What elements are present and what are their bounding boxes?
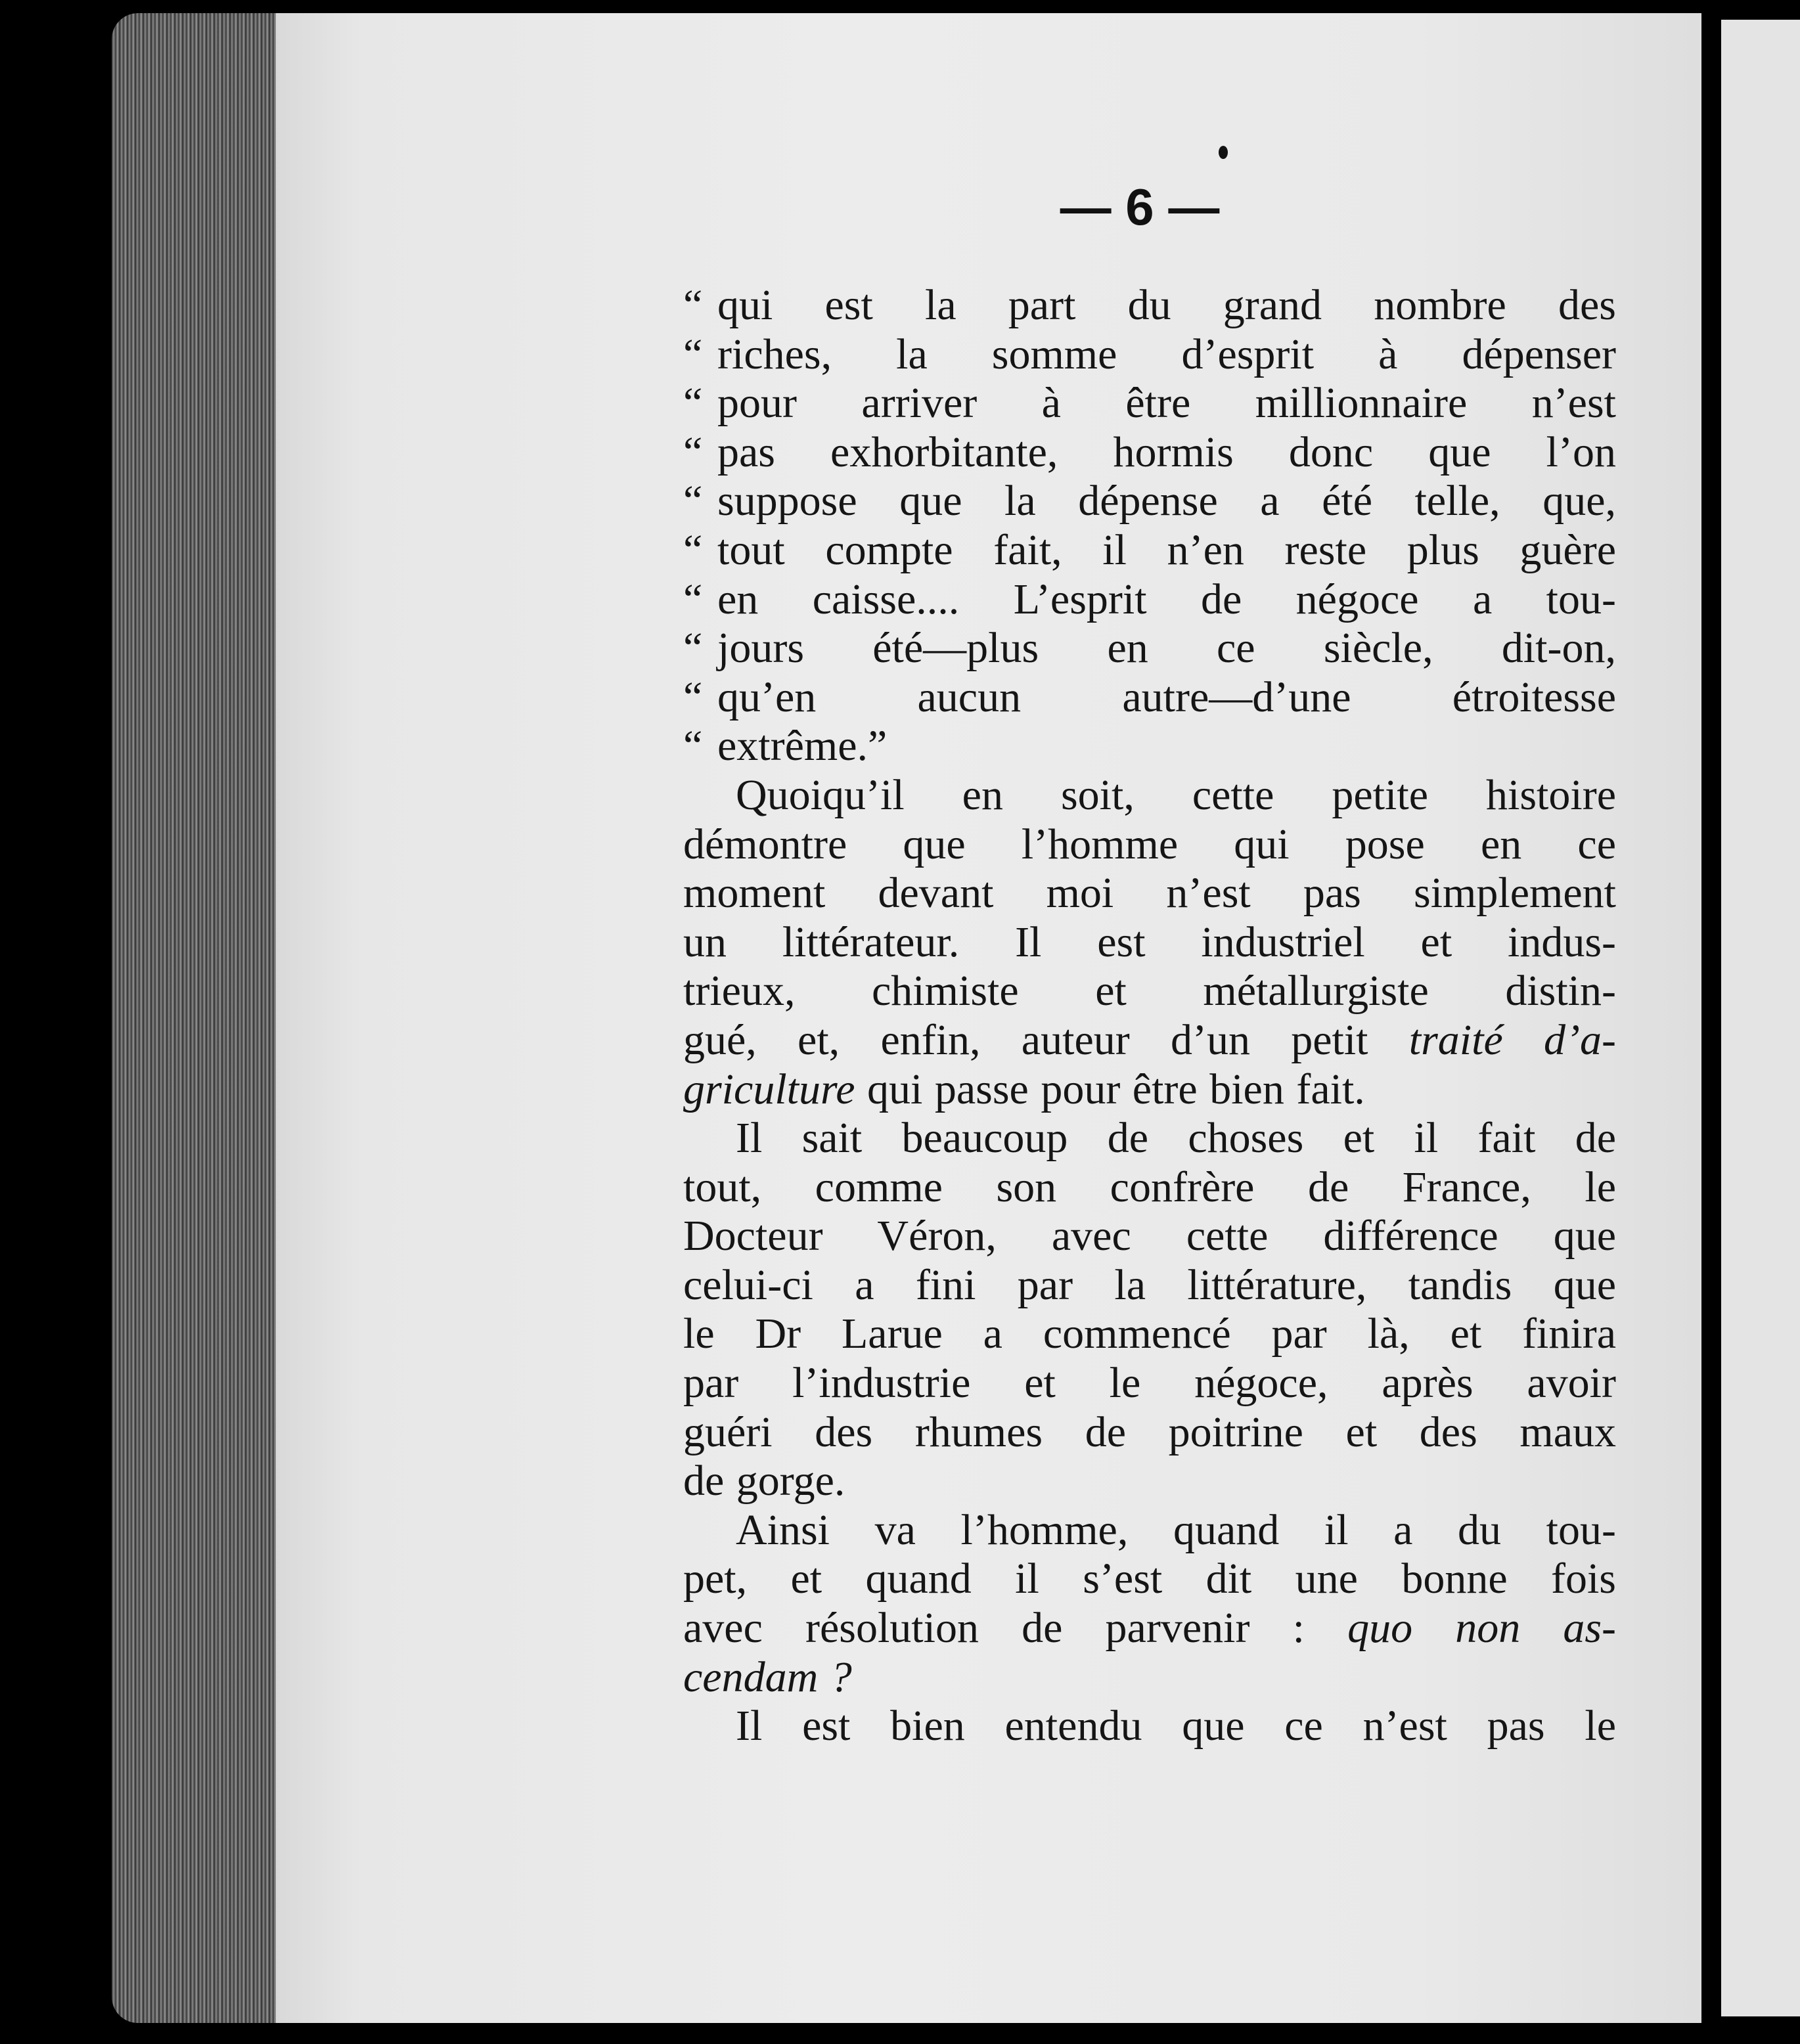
text-line: “ qu’en aucun autre—d’une étroitesse [683,673,1616,721]
page-number: — 6 — [1060,178,1220,236]
text-line: démontre que l’homme qui pose en ce [683,820,1616,868]
text-line: un littérateur. Il est industriel et indus- [683,918,1616,966]
text-line: moment devant moi n’est pas simplement [683,869,1616,918]
text-line: par l’industrie et le négoce, après avoir [683,1359,1616,1408]
text-line: pet, et quand il s’est dit une bonne fois [683,1555,1616,1603]
text-line: “ suppose que la dépense a été telle, que, [683,477,1616,525]
text-line: celui-ci a fini par la littérature, tandis que [683,1260,1616,1309]
text-line: Il sait beaucoup de choses et il fait de [736,1114,1616,1163]
text-line: le Dr Larue a commencé par là, et finira [683,1310,1616,1358]
text-line: “ en caisse.... L’esprit de négoce a tou- [683,575,1616,623]
text-line: trieux, chimiste et métallurgiste distin- [683,967,1616,1015]
text-line: “ pour arriver à être millionnaire n’est [683,379,1616,428]
text-line: “ qui est la part du grand nombre des [683,281,1616,329]
text-line: “ riches, la somme d’esprit à dépenser [683,330,1616,378]
text-line: gué, et, enfin, auteur d’un petit traité d’a- [683,1015,1616,1064]
book-page-edges [112,13,282,2023]
ink-speck [1219,146,1228,159]
facing-page-edge [1721,20,1800,2016]
text-line: Quoiqu’il en soit, cette petite histoire [736,770,1616,819]
text-line: de gorge. [683,1457,845,1505]
body-text [683,281,1616,1751]
text-line: Docteur Véron, avec cette différence que [683,1212,1616,1260]
text-line: avec résolution de parvenir : quo non as- [683,1604,1616,1653]
text-line: guéri des rhumes de poitrine et des maux [683,1408,1616,1456]
text-line: “ extrême.” [683,722,888,770]
text-line: griculture qui passe pour être bien fait. [683,1065,1365,1113]
text-line: “ tout compte fait, il n’en reste plus guère [683,525,1616,574]
text-line: Il est bien entendu que ce n’est pas le [736,1702,1616,1750]
text-line: “ pas exhorbitante, hormis donc que l’on [683,428,1616,476]
text-line: cendam ? [683,1653,852,1701]
text-line: tout, comme son confrère de France, le [683,1163,1616,1211]
text-line: Ainsi va l’homme, quand il a du tou- [736,1505,1616,1554]
text-line: “ jours été—plus en ce siècle, dit-on, [683,624,1616,673]
